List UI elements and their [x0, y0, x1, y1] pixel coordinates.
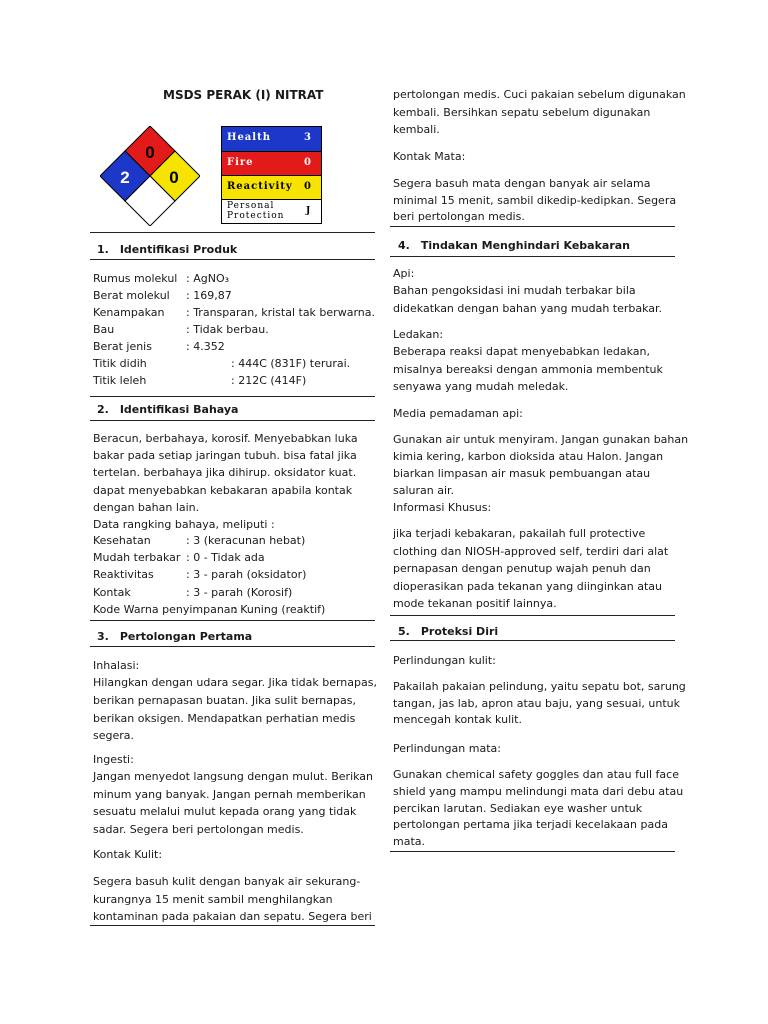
- text-line: Gunakan air untuk menyiram. Jangan gunakan bahan: [393, 433, 689, 446]
- document-title: MSDS PERAK (I) NITRAT: [163, 88, 324, 102]
- text-line: mata.: [393, 835, 426, 849]
- nfpa-fire-value: 0: [145, 143, 155, 162]
- text-line: dioperasikan pada tekanan yang diinginkan atau: [393, 579, 663, 593]
- section-2-rule-bottom: [90, 420, 375, 421]
- hmis-reactivity-label: Reactivity: [227, 181, 293, 192]
- text-line: biarkan limpasan air masuk pembuangan atau: [393, 467, 651, 480]
- section-4-rule-bottom: [390, 256, 675, 257]
- nfpa-diamond: [100, 126, 200, 226]
- section-1-heading: 1. Identifikasi Produk: [97, 243, 238, 256]
- field-label: Bau: [93, 323, 115, 336]
- hmis-health-row: [222, 127, 321, 152]
- text-line: shield yang mampu melindungi mata dari debu atau: [393, 784, 684, 798]
- hmis-label: [221, 126, 322, 224]
- field-label: Rumus molekul: [93, 272, 178, 285]
- field-value: : AgNO₃: [186, 272, 230, 285]
- skin-contact-label: Kontak Kulit:: [93, 848, 163, 861]
- text-line: saluran air.: [393, 484, 455, 497]
- text-line: Data rangking bahaya, meliputi :: [93, 518, 275, 531]
- field-label: Titik didih: [93, 357, 147, 370]
- field-value: : Transparan, kristal tak berwarna.: [186, 306, 375, 319]
- text-line: Segera basuh mata dengan banyak air selama: [393, 177, 651, 190]
- text-line: kimia kering, karbon dioksida atau Halon. Jangan: [393, 450, 664, 463]
- hmis-fire-value: 0: [304, 157, 312, 168]
- text-line: pernapasan dengan penutup wajah penuh dan: [393, 562, 651, 575]
- text-line: Beberapa reaksi dapat menyebabkan ledakan,: [393, 345, 651, 358]
- field-label: Titik leleh: [93, 374, 147, 387]
- text-line: sadar. Segera beri pertolongan medis.: [93, 822, 304, 836]
- field-value: : Tidak berbau.: [186, 323, 269, 336]
- text-line: minum yang banyak. Jangan pernah memberikan: [93, 787, 366, 801]
- field-value: : 3 - parah (oksidator): [186, 568, 307, 582]
- text-line: Hilangkan dengan udara segar. Jika tidak bernapas,: [93, 676, 377, 689]
- hmis-protection-label-1: Personal: [227, 201, 275, 211]
- eye-contact-label: Kontak Mata:: [393, 150, 466, 163]
- field-value: : Kuning (reaktif): [233, 602, 326, 616]
- text-line: clothing dan NIOSH-approved self, terdiri dari alat: [393, 544, 669, 558]
- field-value: : 212C (414F): [231, 374, 307, 387]
- field-value: : 3 (keracunan hebat): [186, 534, 306, 547]
- text-line: Bahan pengoksidasi ini mudah terbakar bila: [393, 284, 636, 297]
- section-3-rule-top: [90, 620, 375, 621]
- hmis-health-label: Health: [227, 132, 271, 143]
- text-line: pertolongan medis. Cuci pakaian sebelum digunakan: [393, 88, 686, 101]
- hmis-reactivity-row: [222, 176, 321, 200]
- field-label: Kode Warna penyimpanan: [93, 602, 238, 616]
- text-line: senyawa yang mudah meledak.: [393, 380, 569, 393]
- text-line: Segera basuh kulit dengan banyak air sekurang-: [93, 875, 361, 888]
- section-1-rule-top: [90, 232, 375, 233]
- section-3-heading: 3. Pertolongan Pertama: [97, 630, 253, 643]
- hmis-reactivity-value: 0: [304, 181, 312, 192]
- fire-label: Api:: [393, 267, 415, 280]
- text-line: Gunakan chemical safety goggles dan atau full face: [393, 768, 679, 781]
- text-line: beri pertolongan medis.: [393, 210, 525, 223]
- section-2-rule-top: [90, 396, 375, 397]
- skin-protection-label: Perlindungan kulit:: [393, 654, 496, 667]
- text-line: Beracun, berbahaya, korosif. Menyebabkan luka: [93, 432, 358, 445]
- text-line: Pakailah pakaian pelindung, yaitu sepatu bot, sarung: [393, 680, 686, 693]
- eye-protection-label: Perlindungan mata:: [393, 742, 501, 755]
- text-line: tertelan. berbahaya jika dihirup. oksidator kuat.: [93, 466, 357, 480]
- ingestion-label: Ingesti:: [93, 753, 134, 766]
- text-line: segera.: [93, 729, 135, 743]
- text-line: kembali. Bersihkan sepatu sebelum digunakan: [393, 105, 651, 119]
- text-line: kurangnya 15 menit sambil menghilangkan: [93, 892, 333, 906]
- section-5-rule-top: [390, 615, 675, 616]
- section-4-rule-top: [390, 226, 675, 227]
- explosion-label: Ledakan:: [393, 328, 444, 341]
- text-line: berikan pernapasan buatan. Jika sulit bernapas,: [93, 693, 356, 707]
- text-line: kontaminan pada pakaian dan sepatu. Segera beri: [93, 910, 372, 923]
- field-value: : 4.352: [186, 340, 225, 353]
- text-line: didekatkan dengan bahan yang mudah terbakar.: [393, 301, 663, 315]
- section-1-rule-bottom: [90, 259, 375, 260]
- left-column-end-rule: [90, 925, 375, 926]
- field-label: Kenampakan: [93, 306, 165, 319]
- text-line: percikan larutan. Sediakan eye washer untuk: [393, 801, 643, 815]
- section-5-heading: 5. Proteksi Diri: [398, 625, 499, 638]
- text-line: mode tekanan positif lainnya.: [393, 597, 557, 610]
- field-label: Kontak: [93, 585, 131, 599]
- hmis-protection-row: [222, 200, 321, 223]
- section-2-heading: 2. Identifikasi Bahaya: [97, 403, 239, 416]
- hmis-protection-value: J: [306, 206, 312, 216]
- section-3-rule-bottom: [90, 646, 375, 647]
- hmis-fire-label: Fire: [227, 157, 254, 168]
- text-line: mencegah kontak kulit.: [393, 713, 522, 726]
- field-value: : 444C (831F) terurai.: [231, 357, 351, 370]
- text-line: pertolongan pertama jika terjadi kecelakaan pada: [393, 818, 668, 832]
- field-value: : 3 - parah (Korosif): [186, 585, 293, 599]
- hmis-health-value: 3: [304, 132, 312, 143]
- field-value: : 169,87: [186, 289, 232, 302]
- hmis-protection-label-2: Protection: [227, 211, 285, 221]
- text-line: tangan, jas lab, apron atau baju, yang sesuai, untuk: [393, 696, 681, 710]
- section-4-heading: 4. Tindakan Menghindari Kebakaran: [398, 239, 631, 252]
- text-line: bakar pada setiap jaringan tubuh. bisa fatal jika: [93, 449, 357, 463]
- text-line: berikan oksigen. Mendapatkan perhatian medis: [93, 711, 356, 725]
- right-column-end-rule: [390, 851, 675, 852]
- extinguishing-media-label: Media pemadaman api:: [393, 407, 523, 420]
- text-line: misalnya bereaksi dengan ammonia membentuk: [393, 362, 663, 376]
- field-label: Kesehatan: [93, 534, 151, 547]
- field-label: Berat molekul: [93, 289, 170, 302]
- text-line: minimal 15 menit, sambil dikedip-kedipkan. Segera: [393, 193, 677, 207]
- hmis-fire-row: [222, 152, 321, 176]
- field-label: Reaktivitas: [93, 568, 154, 582]
- text-line: sesuatu melalui mulut kepada orang yang tidak: [93, 805, 357, 818]
- nfpa-health-value: 2: [120, 168, 130, 187]
- text-line: kembali.: [393, 123, 440, 136]
- text-line: Jangan menyedot langsung dengan mulut. Berikan: [93, 770, 374, 783]
- field-label: Berat jenis: [93, 340, 152, 353]
- nfpa-reactivity-value: 0: [169, 168, 179, 187]
- inhalation-label: Inhalasi:: [93, 659, 140, 672]
- text-line: dapat menyebabkan kebakaran apabila kontak: [93, 483, 353, 497]
- special-info-label: Informasi Khusus:: [393, 501, 492, 514]
- field-value: : 0 - Tidak ada: [186, 551, 265, 565]
- field-label: Mudah terbakar: [93, 551, 181, 565]
- text-line: jika terjadi kebakaran, pakailah full protective: [393, 527, 646, 540]
- section-5-rule-bottom: [390, 640, 675, 641]
- text-line: dengan bahan lain.: [93, 500, 200, 514]
